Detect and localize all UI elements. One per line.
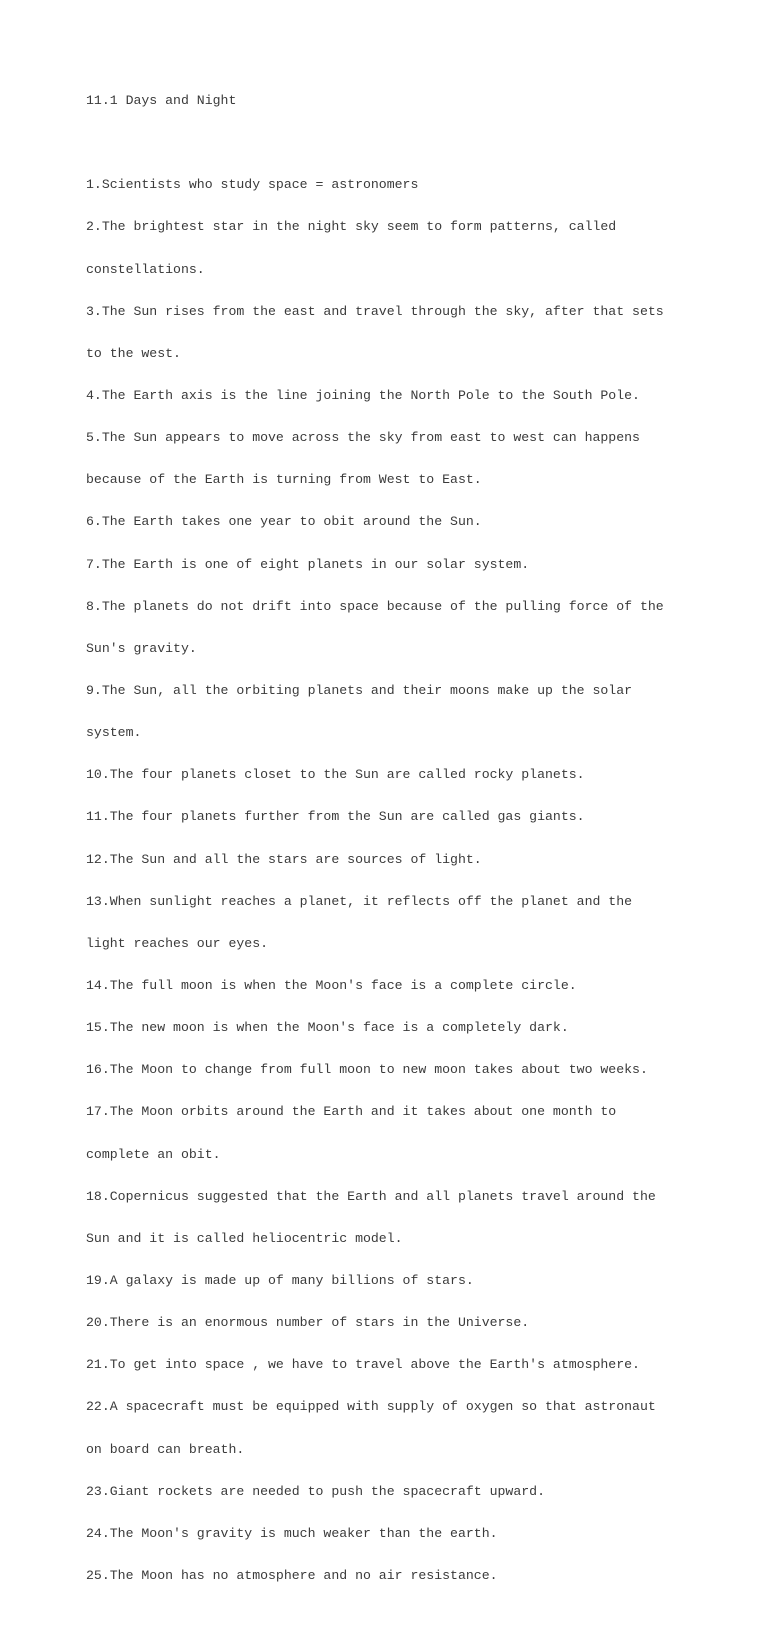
text-line: 13.When sunlight reaches a planet, it reflects off the planet and the	[86, 893, 633, 909]
text-line: 9.The Sun, all the orbiting planets and their moons make up the solar	[86, 683, 633, 699]
text-line: 20.There is an enormous number of stars in the Universe.	[86, 1315, 530, 1331]
text-line: 5.The Sun appears to move across the sky from east to west can happens	[86, 430, 640, 446]
text-line: 3.The Sun rises from the east and travel through the sky, after that sets	[86, 303, 664, 319]
text-line: 16.The Moon to change from full moon to new moon takes about two weeks.	[86, 1062, 648, 1078]
document-page	[86, 66, 696, 1625]
text-line: Sun's gravity.	[86, 640, 197, 656]
text-line: 17.The Moon orbits around the Earth and it takes about one month to	[86, 1104, 617, 1120]
text-line: 7.The Earth is one of eight planets in our solar system.	[86, 556, 530, 572]
text-line: complete an obit.	[86, 1146, 221, 1162]
text-line: 21.To get into space , we have to travel above the Earth's atmosphere.	[86, 1357, 640, 1373]
text-line: light reaches our eyes.	[86, 935, 269, 951]
text-line: 12.The Sun and all the stars are sources of light.	[86, 851, 482, 867]
text-line: 4.The Earth axis is the line joining the North Pole to the South Pole.	[86, 388, 640, 404]
text-line: because of the Earth is turning from West to East.	[86, 472, 482, 488]
text-line: 1.Scientists who study space = astronomers	[86, 177, 419, 193]
text-line: constellations.	[86, 261, 205, 277]
text-line: 23.Giant rockets are needed to push the spacecraft upward.	[86, 1483, 545, 1499]
text-line: 22.A spacecraft must be equipped with supply of oxygen so that astronaut	[86, 1399, 656, 1415]
text-line: 24.The Moon's gravity is much weaker than the earth.	[86, 1525, 498, 1541]
text-line: 10.The four planets closet to the Sun are called rocky planets.	[86, 767, 585, 783]
notes-list	[86, 150, 696, 1611]
text-line: 8.The planets do not drift into space because of the pulling force of the	[86, 598, 664, 614]
text-line: 6.The Earth takes one year to obit around the Sun.	[86, 514, 482, 530]
text-line: 11.The four planets further from the Sun are called gas giants.	[86, 809, 585, 825]
text-line: 15.The new moon is when the Moon's face is a completely dark.	[86, 1020, 569, 1036]
text-line: system.	[86, 725, 142, 741]
text-line: 25.The Moon has no atmosphere and no air resistance.	[86, 1567, 498, 1583]
document-title: 11.1 Days and Night	[86, 93, 237, 109]
text-line: Sun and it is called heliocentric model.	[86, 1230, 403, 1246]
text-line: 14.The full moon is when the Moon's face is a complete circle.	[86, 978, 577, 993]
text-line: to the west.	[86, 345, 181, 361]
text-line: 19.A galaxy is made up of many billions of stars.	[86, 1272, 474, 1288]
text-line: on board can breath.	[86, 1441, 245, 1457]
text-line: 2.The brightest star in the night sky seem to form patterns, called	[86, 219, 617, 235]
text-line: 18.Copernicus suggested that the Earth and all planets travel around the	[86, 1188, 656, 1204]
